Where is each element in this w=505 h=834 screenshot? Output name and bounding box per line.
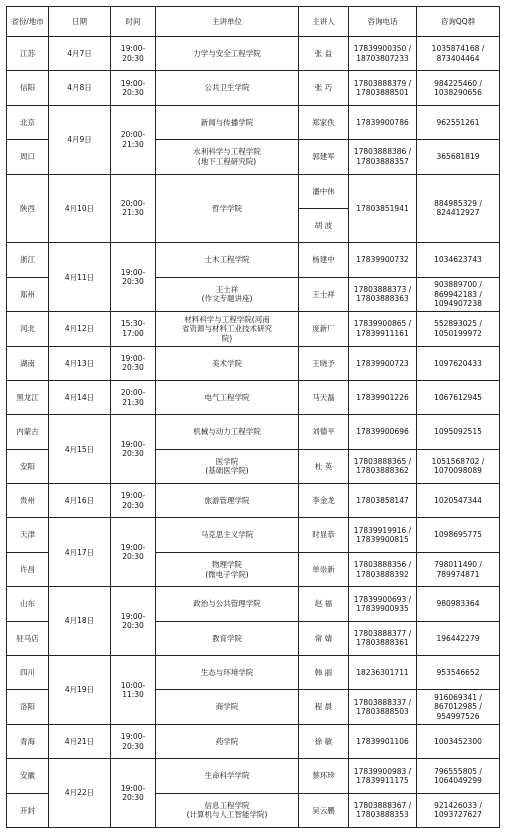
unit-cell: 材料科学与工程学院(河南 省资源与材料工业技术研究 院) (156, 312, 299, 346)
phone-cell: 17839900723 (349, 346, 417, 380)
qq-cell: 984225460 / 1038290656 (417, 71, 500, 105)
phone-cell: 17803888365 / 17803888362 (349, 449, 417, 483)
qq-cell: 798011490 / 789974871 (417, 552, 500, 586)
qq-cell: 980983364 (417, 587, 500, 621)
time-cell: 20:00- 21:30 (111, 174, 156, 243)
speaker-cell: 刘德平 (299, 415, 349, 449)
province-cell: 洛阳 (7, 690, 49, 724)
qq-cell: 552893025 / 1050199972 (417, 312, 500, 346)
phone-cell: 17803888337 / 17803888503 (349, 690, 417, 724)
province-cell: 北京 (7, 105, 49, 139)
speaker-cell: 时显恭 (299, 518, 349, 552)
speaker-cell: 潘中伟 (299, 174, 349, 208)
phone-cell: 17803888377 / 17803888361 (349, 621, 417, 655)
time-cell: 19:00- 20:30 (111, 759, 156, 828)
province-cell: 驻马店 (7, 621, 49, 655)
unit-cell: 电气工程学院 (156, 380, 299, 414)
date-cell: 4月9日 (49, 105, 111, 174)
date-cell: 4月13日 (49, 346, 111, 380)
table-row (7, 312, 500, 346)
speaker-cell: 马天磊 (299, 380, 349, 414)
header-province: 省份/地市 (7, 7, 49, 37)
table-row (7, 656, 500, 690)
time-cell: 10:00- 11:30 (111, 656, 156, 725)
date-cell: 4月14日 (49, 380, 111, 414)
table-row (7, 587, 500, 621)
header-time: 时间 (111, 7, 156, 37)
table-row (7, 105, 500, 139)
qq-cell: 1097620433 (417, 346, 500, 380)
date-cell: 4月16日 (49, 484, 111, 518)
province-cell: 浙江 (7, 243, 49, 277)
province-cell: 江苏 (7, 37, 49, 71)
unit-cell: 马克思主义学院 (156, 518, 299, 552)
province-cell: 开封 (7, 793, 49, 827)
phone-cell: 17839900350 / 18703807233 (349, 37, 417, 71)
phone-cell: 17839919916 / 17839900815 (349, 518, 417, 552)
speaker-cell: 庞新厂 (299, 312, 349, 346)
qq-cell: 953546652 (417, 656, 500, 690)
unit-cell: 机械与动力工程学院 (156, 415, 299, 449)
header-row (7, 7, 500, 37)
qq-cell: 365681819 (417, 140, 500, 174)
speaker-cell: 韩 丽 (299, 656, 349, 690)
unit-cell: 物理学院 (微电子学院) (156, 552, 299, 586)
table-row (7, 346, 500, 380)
header-unit: 主讲单位 (156, 7, 299, 37)
province-cell: 许昌 (7, 552, 49, 586)
phone-cell: 17803888379 / 17803888501 (349, 71, 417, 105)
unit-cell: 公共卫生学院 (156, 71, 299, 105)
date-cell: 4月7日 (49, 37, 111, 71)
table-row (7, 174, 500, 208)
table-row (7, 71, 500, 105)
province-cell: 郑州 (7, 277, 49, 311)
unit-cell: 生命科学学院 (156, 759, 299, 793)
qq-cell: 196442279 (417, 621, 500, 655)
date-cell: 4月17日 (49, 518, 111, 587)
phone-cell: 17839901106 (349, 724, 417, 758)
qq-cell: 1095092515 (417, 415, 500, 449)
time-cell: 19:00- 20:30 (111, 243, 156, 312)
unit-cell: 旅游管理学院 (156, 484, 299, 518)
province-cell: 贵州 (7, 484, 49, 518)
speaker-cell: 程 晨 (299, 690, 349, 724)
province-cell: 安阳 (7, 449, 49, 483)
unit-cell: 药学院 (156, 724, 299, 758)
header-date: 日期 (49, 7, 111, 37)
time-cell: 19:00- 20:30 (111, 518, 156, 587)
time-cell: 19:00- 20:30 (111, 724, 156, 758)
time-cell: 15:30- 17:00 (111, 312, 156, 346)
qq-cell: 796555805 / 1064049299 (417, 759, 500, 793)
speaker-cell: 王晓予 (299, 346, 349, 380)
speaker-cell: 郭建军 (299, 140, 349, 174)
qq-cell: 884985329 / 824412927 (417, 174, 500, 243)
table-body (7, 37, 500, 828)
speaker-cell: 蔡环珍 (299, 759, 349, 793)
unit-cell: 美术学院 (156, 346, 299, 380)
phone-cell: 17839900696 (349, 415, 417, 449)
speaker-cell: 徐 敏 (299, 724, 349, 758)
date-cell: 4月18日 (49, 587, 111, 656)
unit-cell: 政治与公共管理学院 (156, 587, 299, 621)
unit-cell: 生态与环境学院 (156, 656, 299, 690)
qq-cell: 1067612945 (417, 380, 500, 414)
unit-cell: 商学院 (156, 690, 299, 724)
header-qq: 咨询QQ群 (417, 7, 500, 37)
time-cell: 19:00- 20:30 (111, 37, 156, 71)
province-cell: 天津 (7, 518, 49, 552)
unit-cell: 哲学学院 (156, 174, 299, 243)
qq-cell: 1034623743 (417, 243, 500, 277)
speaker-cell: 吴云鹏 (299, 793, 349, 827)
speaker-cell: 单崇新 (299, 552, 349, 586)
speaker-cell: 胡 波 (299, 208, 349, 242)
province-cell: 四川 (7, 656, 49, 690)
phone-cell: 17839901226 (349, 380, 417, 414)
unit-cell: 信息工程学院 (计算机与人工智能学院) (156, 793, 299, 827)
table-row (7, 415, 500, 449)
speaker-cell: 赵 福 (299, 587, 349, 621)
phone-cell: 17803858147 (349, 484, 417, 518)
header-phone: 咨询电话 (349, 7, 417, 37)
phone-cell: 17803888386 / 17803888357 (349, 140, 417, 174)
time-cell: 19:00- 20:30 (111, 415, 156, 484)
phone-cell: 17803851941 (349, 174, 417, 243)
speaker-cell: 常 婧 (299, 621, 349, 655)
time-cell: 19:00- 20:30 (111, 587, 156, 656)
date-cell: 4月22日 (49, 759, 111, 828)
time-cell: 19:00- 20:30 (111, 71, 156, 105)
unit-cell: 土木工程学院 (156, 243, 299, 277)
qq-cell: 1051568702 / 1070098089 (417, 449, 500, 483)
phone-cell: 18236301711 (349, 656, 417, 690)
table-row (7, 518, 500, 552)
qq-cell: 962551261 (417, 105, 500, 139)
province-cell: 黑龙江 (7, 380, 49, 414)
time-cell: 19:00- 20:30 (111, 484, 156, 518)
qq-cell: 1035874168 / 873404464 (417, 37, 500, 71)
table-row (7, 759, 500, 793)
province-cell: 山东 (7, 587, 49, 621)
province-cell: 河北 (7, 312, 49, 346)
unit-cell: 教育学院 (156, 621, 299, 655)
phone-cell: 17839900865 / 17839911161 (349, 312, 417, 346)
speaker-cell: 张 巧 (299, 71, 349, 105)
table-row (7, 37, 500, 71)
date-cell: 4月15日 (49, 415, 111, 484)
unit-cell: 新闻与传播学院 (156, 105, 299, 139)
province-cell: 湖南 (7, 346, 49, 380)
qq-cell: 1098695775 (417, 518, 500, 552)
date-cell: 4月19日 (49, 656, 111, 725)
phone-cell: 17803888356 / 17803888392 (349, 552, 417, 586)
unit-cell: 王士祥 (作文专题讲座) (156, 277, 299, 311)
unit-cell: 水利科学与工程学院 (地下工程研究院) (156, 140, 299, 174)
qq-cell: 921426033 / 1093727627 (417, 793, 500, 827)
time-cell: 20:00- 21:30 (111, 380, 156, 414)
qq-cell: 1020547344 (417, 484, 500, 518)
province-cell: 周口 (7, 140, 49, 174)
speaker-cell: 郑家佚 (299, 105, 349, 139)
phone-cell: 17839900983 / 17839911175 (349, 759, 417, 793)
phone-cell: 17839900732 (349, 243, 417, 277)
province-cell: 陕西 (7, 174, 49, 243)
phone-cell: 17839900786 (349, 105, 417, 139)
province-cell: 青海 (7, 724, 49, 758)
date-cell: 4月8日 (49, 71, 111, 105)
table-row (7, 724, 500, 758)
qq-cell: 1003452300 (417, 724, 500, 758)
date-cell: 4月21日 (49, 724, 111, 758)
speaker-cell: 王士祥 (299, 277, 349, 311)
speaker-cell: 杨建中 (299, 243, 349, 277)
table-row (7, 243, 500, 277)
phone-cell: 17839900693 / 17839900935 (349, 587, 417, 621)
table-row (7, 484, 500, 518)
qq-cell: 903889700 / 869942183 / 1094907238 (417, 277, 500, 311)
province-cell: 信阳 (7, 71, 49, 105)
date-cell: 4月10日 (49, 174, 111, 243)
qq-cell: 916069341 / 867012985 / 954997526 (417, 690, 500, 724)
schedule-table (6, 6, 500, 828)
phone-cell: 17803888373 / 17803888363 (349, 277, 417, 311)
table-row (7, 380, 500, 414)
speaker-cell: 杜 英 (299, 449, 349, 483)
speaker-cell: 张 益 (299, 37, 349, 71)
province-cell: 安徽 (7, 759, 49, 793)
speaker-cell: 李金龙 (299, 484, 349, 518)
phone-cell: 17803888367 / 17803888353 (349, 793, 417, 827)
unit-cell: 医学院 (基础医学院) (156, 449, 299, 483)
unit-cell: 力学与安全工程学院 (156, 37, 299, 71)
time-cell: 20:00- 21:30 (111, 105, 156, 174)
header-speaker: 主讲人 (299, 7, 349, 37)
time-cell: 19:00- 20:30 (111, 346, 156, 380)
province-cell: 内蒙古 (7, 415, 49, 449)
date-cell: 4月12日 (49, 312, 111, 346)
date-cell: 4月11日 (49, 243, 111, 312)
